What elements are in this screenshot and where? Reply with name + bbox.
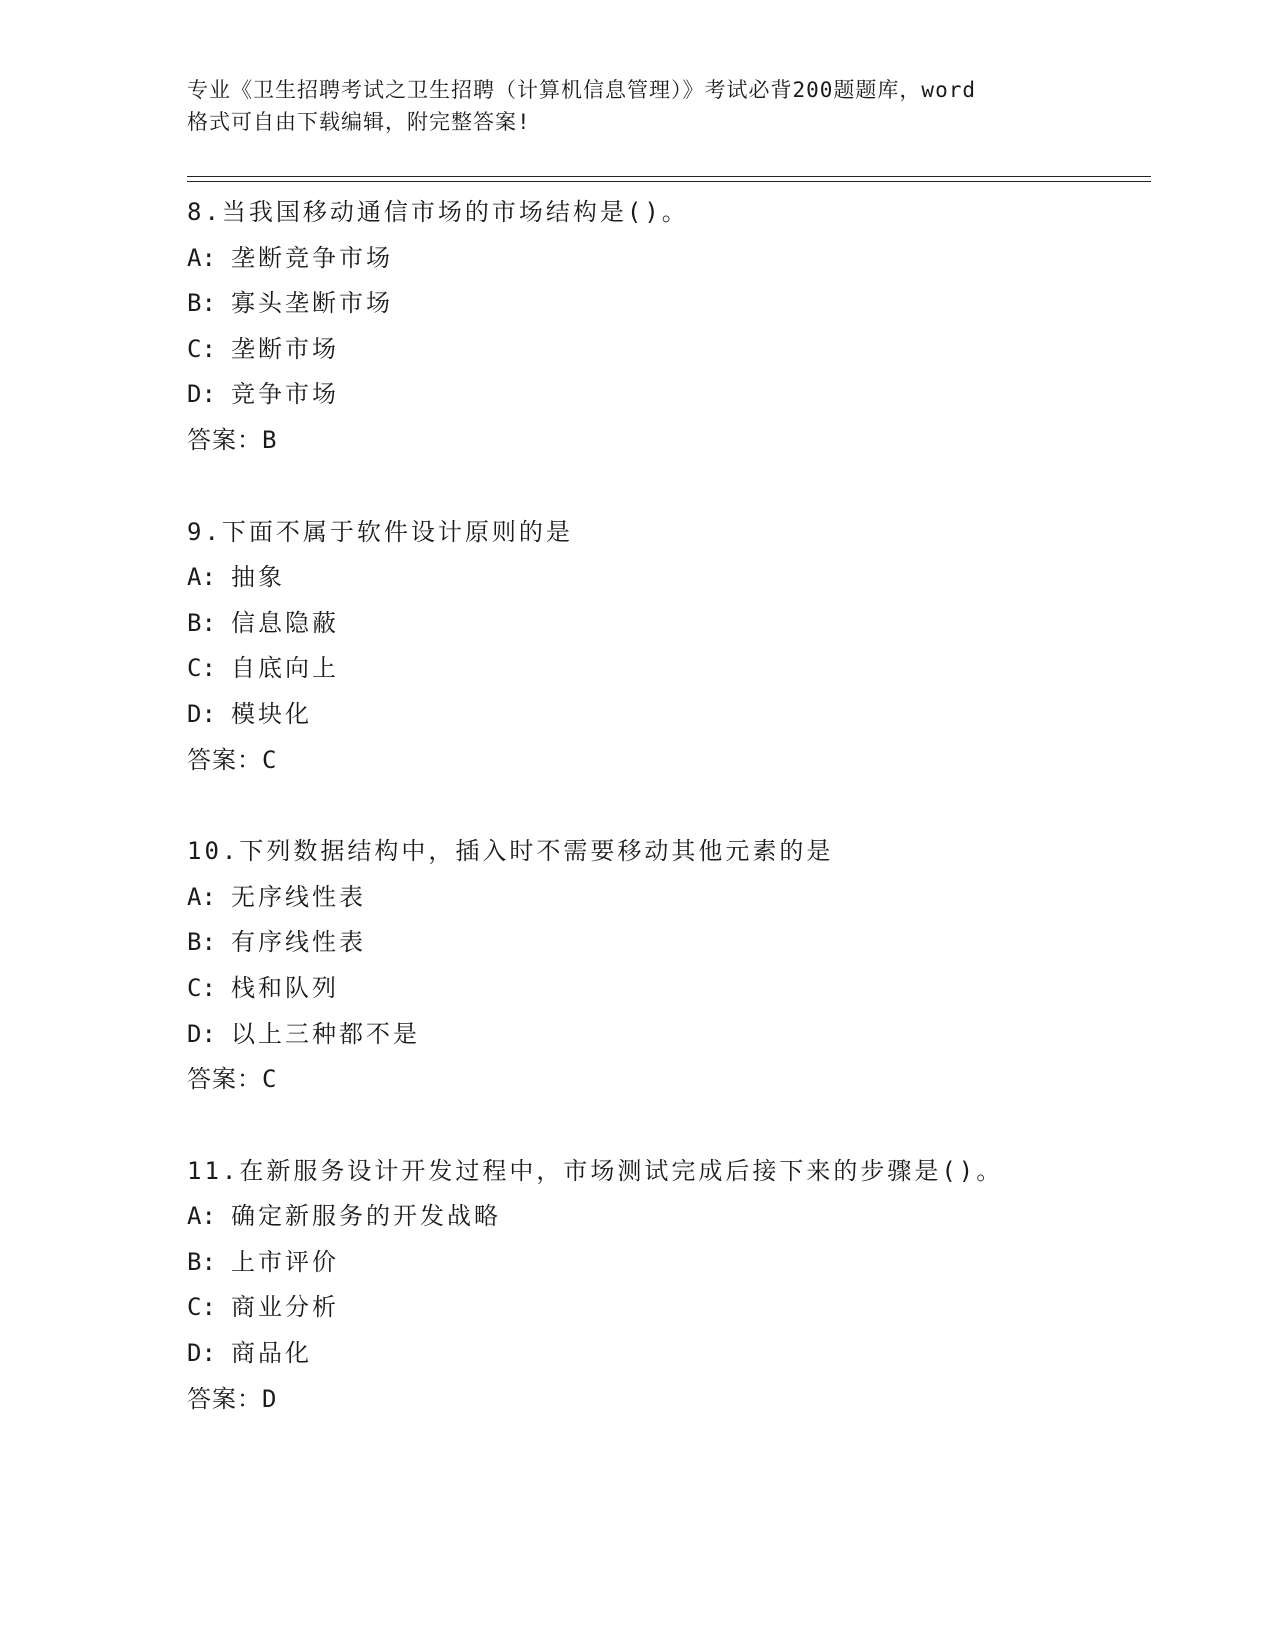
option-letter: D: [187,1019,216,1048]
option-text: 自底向上 [231,654,339,683]
option-b [187,1240,1147,1286]
header-line-2: 格式可自由下载编辑，附完整答案! [187,110,531,134]
option-c [187,327,1147,373]
option-letter: D: [187,699,216,728]
option-letter: D: [187,1339,216,1368]
option-letter: B: [187,289,216,318]
option-b [187,601,1147,647]
option-b [187,920,1147,966]
option-letter: C: [187,334,216,363]
option-text: 寡头垄断市场 [231,289,393,318]
answer: 答案：D [187,1384,278,1413]
option-a [187,555,1147,601]
option-text: 商业分析 [231,1293,339,1322]
option-text: 以上三种都不是 [231,1019,420,1048]
option-letter: C: [187,1293,216,1322]
option-text: 确定新服务的开发战略 [231,1202,501,1231]
question-text: 11.在新服务设计开发过程中，市场测试完成后接下来的步骤是()。 [187,1156,1004,1185]
header-divider-top [187,176,1151,177]
option-a [187,236,1147,282]
option-d [187,372,1147,418]
option-text: 商品化 [231,1339,312,1368]
option-text: 模块化 [231,699,312,728]
question-9 [187,510,1147,784]
option-c [187,646,1147,692]
option-text: 垄断竞争市场 [231,243,393,272]
option-letter: B: [187,1247,216,1276]
document-header [187,74,1087,138]
option-d [187,1012,1147,1058]
question-text: 8.当我国移动通信市场的市场结构是()。 [187,198,689,226]
answer: 答案：C [187,745,278,774]
question-text: 9.下面不属于软件设计原则的是 [187,517,573,546]
option-c [187,1285,1147,1331]
option-letter: D: [187,380,216,409]
option-a [187,875,1147,921]
option-letter: A: [187,1202,216,1231]
option-d [187,692,1147,738]
option-letter: B: [187,608,216,637]
question-11 [187,1149,1147,1423]
answer: 答案：C [187,1065,278,1094]
option-letter: B: [187,928,216,957]
option-text: 上市评价 [231,1247,339,1276]
header-line-1: 专业《卫生招聘考试之卫生招聘（计算机信息管理）》考试必背200题题库，word [187,78,976,102]
option-letter: A: [187,563,216,592]
option-letter: C: [187,973,216,1002]
option-text: 抽象 [231,563,285,592]
question-8 [187,190,1147,464]
option-a [187,1194,1147,1240]
option-text: 信息隐蔽 [231,608,339,637]
option-d [187,1331,1147,1377]
question-10 [187,829,1147,1103]
option-text: 有序线性表 [231,928,366,957]
option-letter: C: [187,654,216,683]
option-letter: A: [187,243,216,272]
option-text: 竞争市场 [231,380,339,409]
answer: 答案：B [187,425,278,454]
header-divider-bottom [187,181,1151,182]
option-c [187,966,1147,1012]
option-b [187,281,1147,327]
option-text: 无序线性表 [231,882,366,911]
option-text: 垄断市场 [231,334,339,363]
option-letter: A: [187,882,216,911]
question-list [187,190,1147,1468]
option-text: 栈和队列 [231,973,339,1002]
question-text: 10.下列数据结构中，插入时不需要移动其他元素的是 [187,837,834,866]
